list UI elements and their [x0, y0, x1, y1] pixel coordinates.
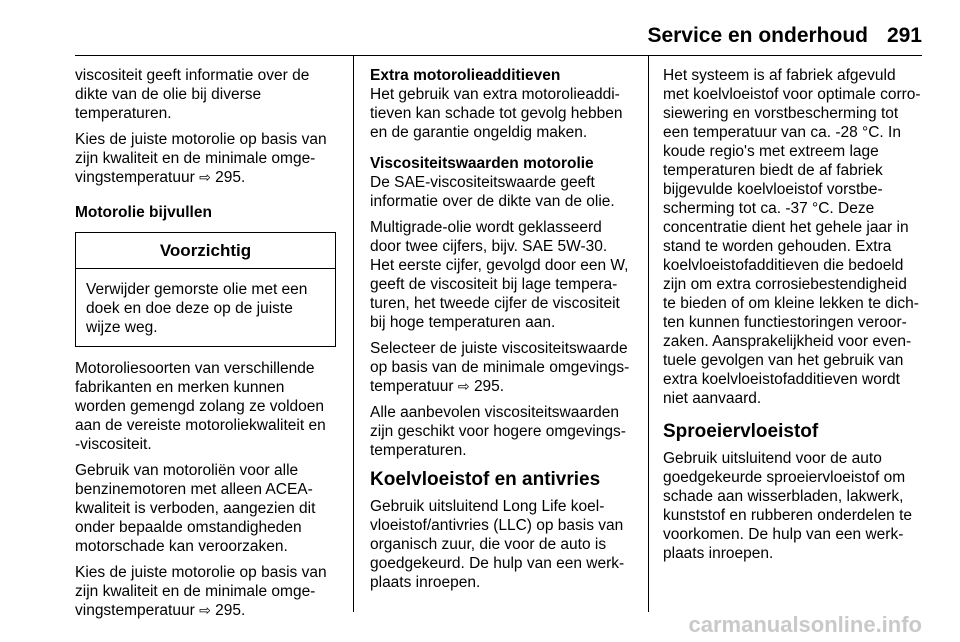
subheading: Viscositeitswaarden motorolie [370, 155, 594, 172]
page-reference-icon: ⇨ [457, 378, 470, 394]
column-3 [663, 66, 925, 570]
paragraph: Motoroliesoorten van verschillende fabrikanten en merken kunnen worden gemengd zolang ze voldoen aan de vereiste motoroliekwaliteit en -viscositeit. [75, 360, 326, 453]
caution-box [75, 232, 336, 347]
column-divider [648, 56, 649, 612]
caution-title: Voorzichtig [76, 233, 335, 269]
page-header [0, 0, 960, 56]
subheading: Motorolie bijvullen [75, 204, 212, 221]
paragraph: Gebruik uitsluitend voor de auto goedgekeurde sproeiervloeistof om schade aan wisserbladen, lakwerk, kunststof en rubberen onderdelen te voorkomen. De hulp van een werk- plaats inroepen. [663, 450, 913, 562]
watermark: carmanualsonline.info [688, 612, 922, 637]
column-2 [370, 66, 640, 599]
paragraph: Kies de juiste motorolie op basis van zijn kwaliteit en de minimale omge- vingstemperatuur ⇨ 295. [75, 564, 327, 619]
section-heading: Sproeiervloeistof [663, 421, 819, 442]
page-reference-link[interactable]: 295. [473, 378, 505, 395]
column-1 [75, 66, 345, 627]
paragraph: Het systeem is af fabriek afgevuld met koelvloeistof voor optimale corro- siewering en vorstbescherming tot een temperatuur van ca. -28 °C. In koude regio's met extreem lage temperaturen biedt de af fabriek bijgevulde koelvloeistof vorstbe- scherming tot ca. -37 °C. Deze concentratie dient het gehele jaar in stand te worden gehouden. Extra koelvloeistofadditieven die bedoeld zijn om extra corrosiebestendigheid te bieden of om kleine lekken te dich- ten kunnen functiestoringen veroor- zaken. Aansprakelijkheid voor even- tuele gevolgen van het gebruik van extra koelvloeistofadditieven wordt niet aanvaard. [663, 67, 921, 407]
paragraph: De SAE-viscositeitswaarde geeft informatie over de dikte van de olie. [370, 174, 615, 210]
page-reference-icon: ⇨ [199, 602, 211, 618]
header-rule [75, 55, 922, 56]
paragraph: Kies de juiste motorolie op basis van zijn kwaliteit en de minimale omge- vingstemperatuur ⇨ 295. [75, 131, 327, 186]
chapter-title: Service en onderhoud [647, 24, 868, 47]
paragraph: viscositeit geeft informatie over de dikte van de olie bij diverse temperaturen. [75, 67, 310, 122]
column-divider [353, 56, 354, 612]
paragraph: Selecteer de juiste viscositeitswaarde op basis van de minimale omgevings- temperatuur ⇨ 295. [370, 340, 630, 395]
paragraph: Multigrade-olie wordt geklasseerd door twee cijfers, bijv. SAE 5W-30. Het eerste cijfer, gevolgd door een W, geeft de viscositeit bij lage tempera- turen, het tweede cijfer de viscositeit bij hoge temperaturen aan. [370, 219, 629, 331]
paragraph: Alle aanbevolen viscositeitswaarden zijn geschikt voor hogere omgevings- temperaturen. [370, 404, 626, 459]
section-heading: Koelvloeistof en antivries [370, 469, 601, 490]
paragraph: Het gebruik van extra motorolieaddi- tieven kan schade tot gevolg hebben en de garantie ongeldig maken. [370, 86, 623, 141]
page-reference-link[interactable]: 295. [215, 169, 246, 186]
page-number: 291 [886, 24, 922, 47]
caution-body: Verwijder gemorste olie met een doek en doe deze op de juiste wijze weg. [86, 281, 308, 336]
paragraph: Gebruik van motoroliën voor alle benzinemotoren met alleen ACEA- kwaliteit is verboden, aangezien dit onder bepaalde omstandigheden motorschade kan veroorzaken. [75, 462, 316, 555]
page-reference-icon: ⇨ [199, 169, 211, 185]
paragraph: Gebruik uitsluitend Long Life koel- vloeistof/antivries (LLC) op basis van organisch zuur, die voor de auto is goedgekeurd. De hulp van een werk- plaats inroepen. [370, 498, 625, 591]
subheading: Extra motorolieadditieven [370, 67, 561, 84]
page-reference-link[interactable]: 295. [215, 602, 246, 619]
